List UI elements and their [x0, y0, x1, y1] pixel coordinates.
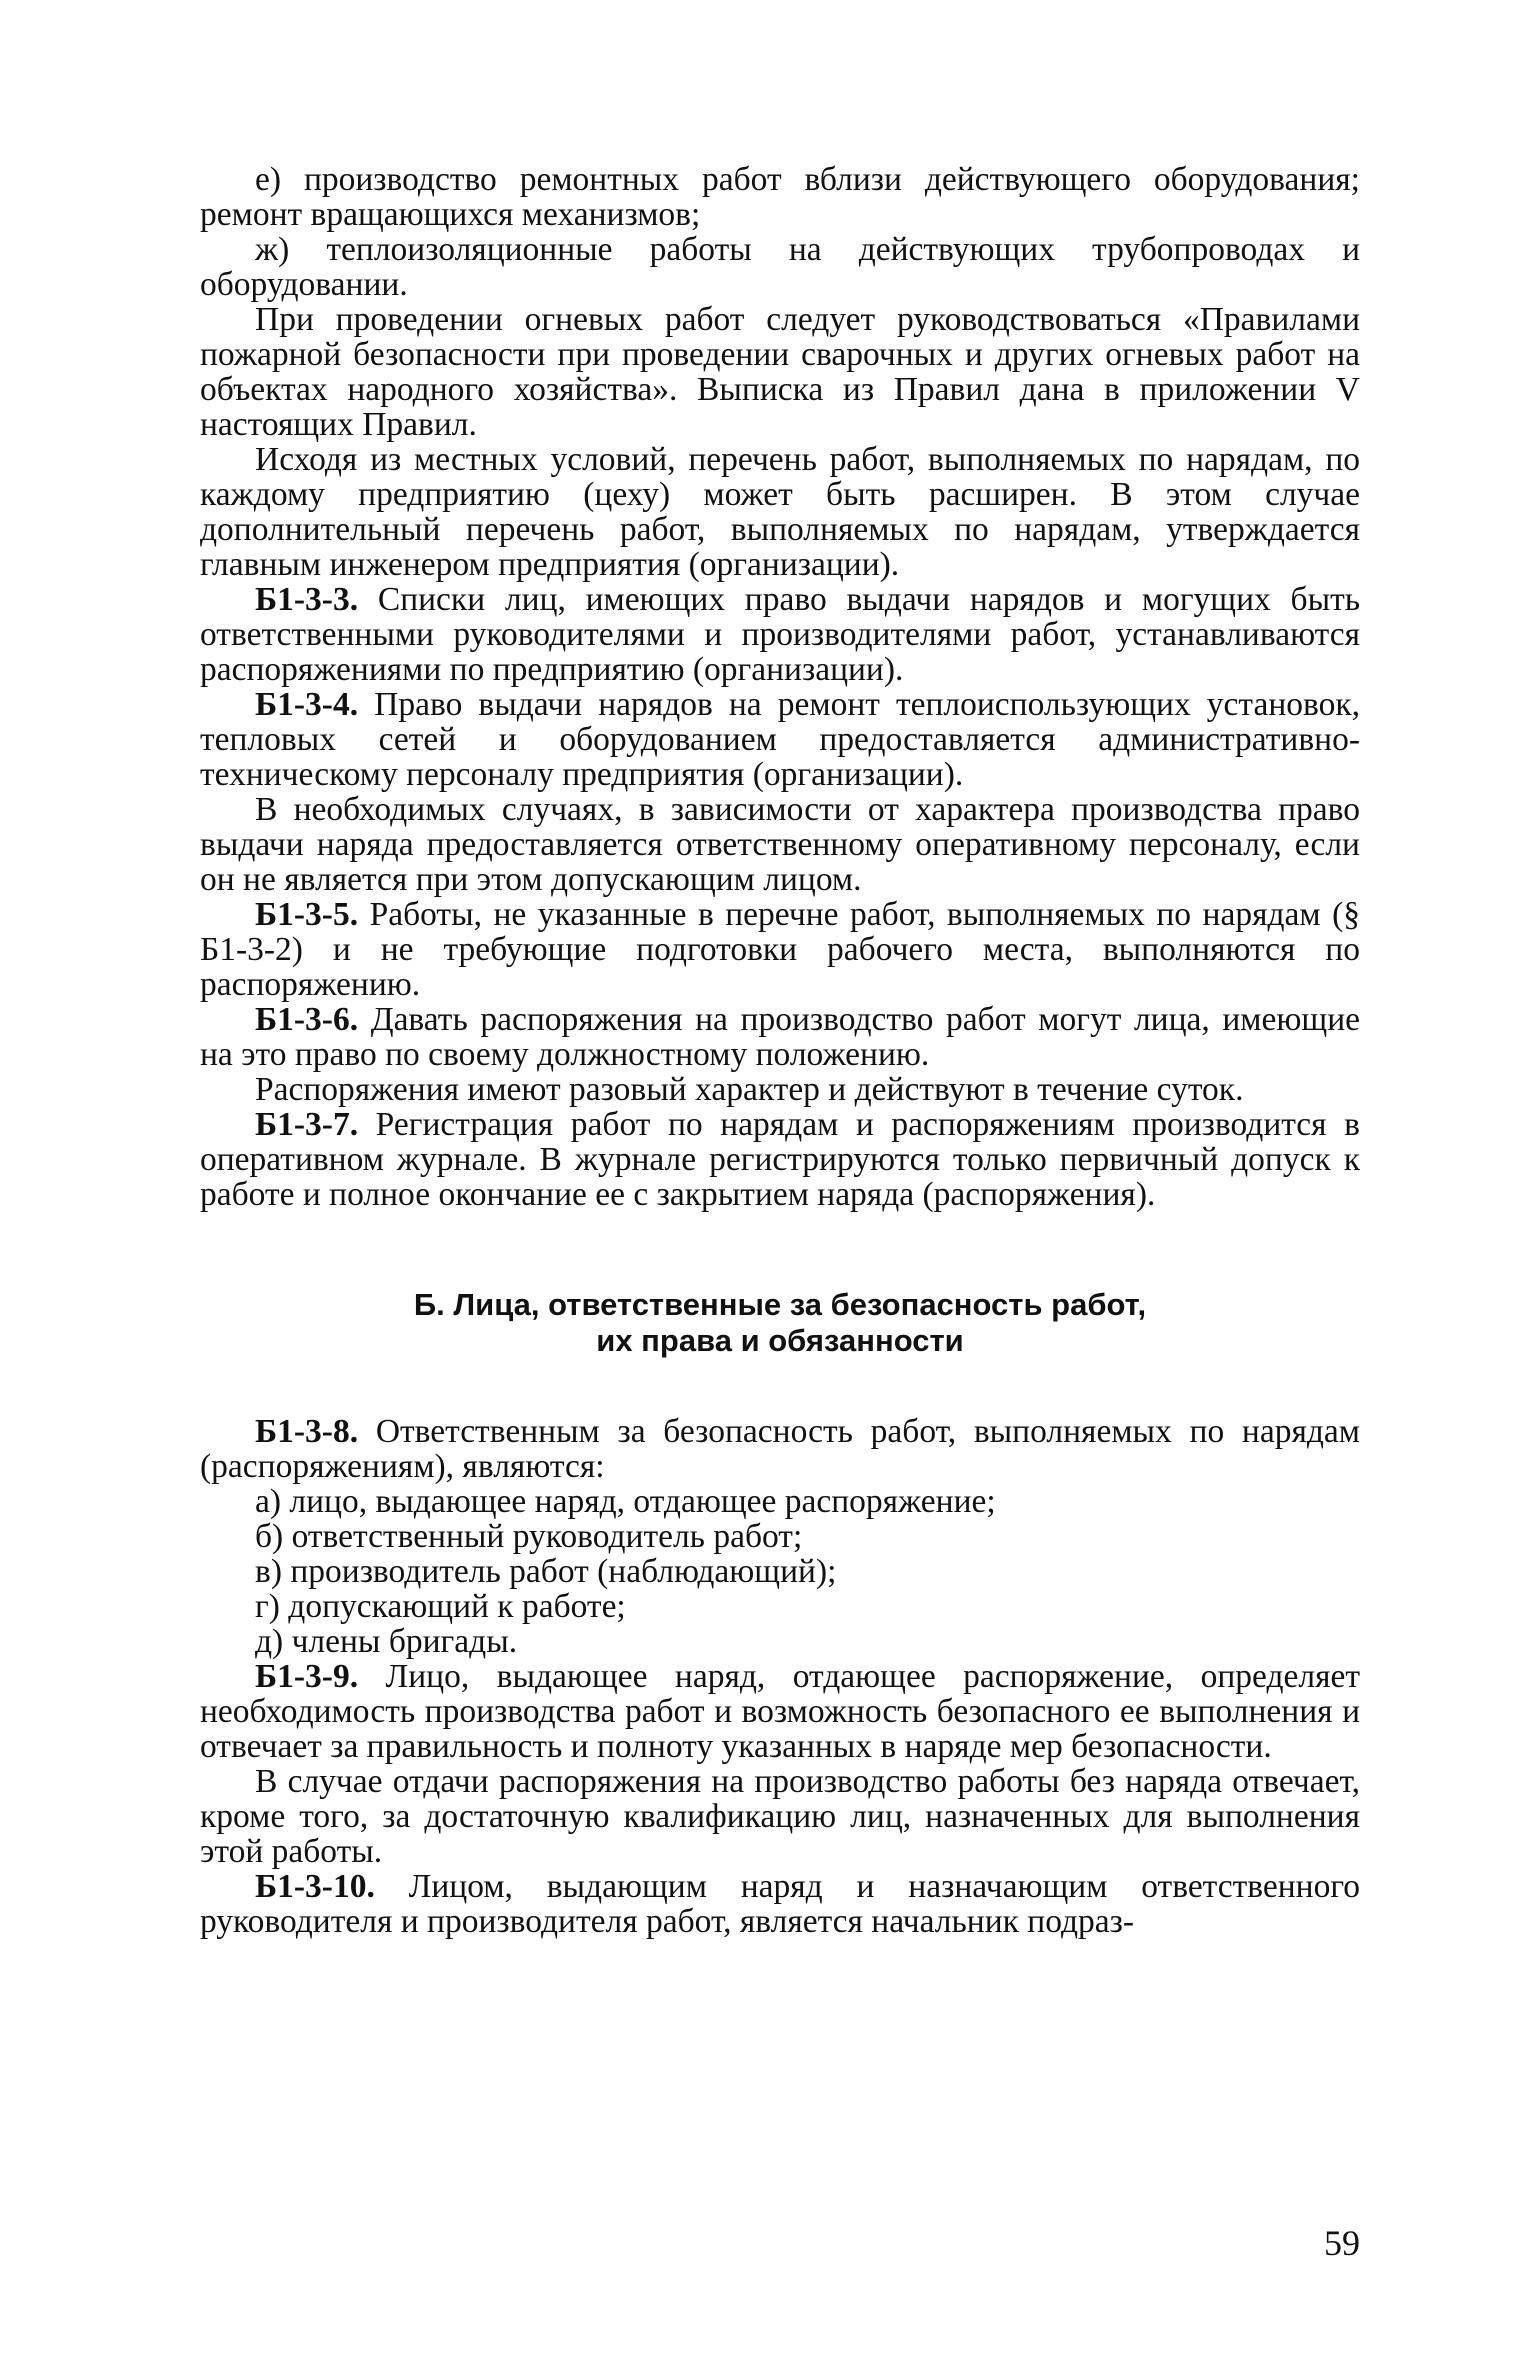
paragraph-text: Ответственным за безопасность работ, выполняемых по нарядам (распоряжениям), являются: — [200, 1413, 1360, 1485]
clause-number: Б1-3-5. — [255, 896, 359, 933]
clause-number: Б1-3-10. — [255, 1868, 375, 1905]
page-number: 59 — [1324, 2223, 1360, 2263]
paragraph-item-v — [200, 1554, 1360, 1589]
paragraph-b1-3-6 — [200, 1002, 1360, 1072]
paragraph-item-e — [200, 162, 1360, 232]
paragraph-item-g — [200, 1589, 1360, 1624]
clause-number: Б1-3-9. — [255, 1658, 359, 1695]
paragraph-text: Регистрация работ по нарядам и распоряжениям производится в оперативном журнале. В журнале регистрируются только первичный допуск к работе и полное окончание ее с закрытием наряда (распоряжения). — [200, 1106, 1360, 1213]
section-heading — [200, 1287, 1360, 1359]
clause-number: Б1-3-7. — [255, 1106, 359, 1143]
clause-number: Б1-3-6. — [255, 1001, 359, 1038]
paragraph-b1-3-5 — [200, 897, 1360, 1002]
clause-number: Б1-3-4. — [255, 686, 359, 723]
paragraph-text: Лицо, выдающее наряд, отдающее распоряжение, определяет необходимость производства работ и возможность безопасного ее выполнения и отвечает за правильность и полноту указанных в наряде мер безопасности. — [200, 1658, 1360, 1765]
paragraph-orders-one-time — [200, 1072, 1360, 1107]
paragraph-local-conditions — [200, 442, 1360, 582]
clause-number: Б1-3-3. — [255, 581, 359, 618]
text-block — [200, 162, 1360, 1939]
paragraph-text: б) ответственный руководитель работ; — [255, 1518, 803, 1555]
paragraph-text: В необходимых случаях, в зависимости от характера производства право выдачи наряда предоставляется ответственному оперативному персоналу, если он не является при этом допускающим лицом. — [200, 791, 1360, 898]
paragraph-fire-works — [200, 302, 1360, 442]
paragraph-text: в) производитель работ (наблюдающий); — [255, 1553, 837, 1590]
paragraph-text: В случае отдачи распоряжения на производство работы без наряда отвечает, кроме того, за достаточную квалификацию лиц, назначенных для выполнения этой работы. — [200, 1763, 1360, 1870]
section-heading-line-2: их права и обязанности — [596, 1323, 964, 1358]
paragraph-text: Распоряжения имеют разовый характер и действуют в течение суток. — [255, 1071, 1244, 1108]
paragraph-text: При проведении огневых работ следует руководствоваться «Правилами пожарной безопасности при проведении сварочных и других огневых работ на объектах народного хозяйства». Выписка из Правил дана в приложении V настоящих Правил. — [200, 301, 1360, 443]
top-section — [200, 162, 1360, 1212]
paragraph-text: а) лицо, выдающее наряд, отдающее распоряжение; — [255, 1483, 996, 1520]
paragraph-b1-3-7 — [200, 1107, 1360, 1212]
paragraph-text: Исходя из местных условий, перечень работ, выполняемых по нарядам, по каждому предприятию (цеху) может быть расширен. В этом случае дополнительный перечень работ, выполняемых по нарядам, утверждается главным инженером предприятия (организации). — [200, 441, 1360, 583]
paragraph-item-zh — [200, 232, 1360, 302]
paragraph-text: Давать распоряжения на производство работ могут лица, имеющие на это право по своему должностному положению. — [200, 1001, 1360, 1073]
paragraph-item-a — [200, 1484, 1360, 1519]
paragraph-order-without-permit — [200, 1764, 1360, 1869]
paragraph-b1-3-3 — [200, 582, 1360, 687]
paragraph-item-b — [200, 1519, 1360, 1554]
paragraph-b1-3-8 — [200, 1414, 1360, 1484]
paragraph-necessary-cases — [200, 792, 1360, 897]
clause-number: Б1-3-8. — [255, 1413, 359, 1450]
paragraph-text: ж) теплоизоляционные работы на действующих трубопроводах и оборудовании. — [200, 231, 1360, 303]
paragraph-b1-3-10 — [200, 1869, 1360, 1939]
paragraph-text: е) производство ремонтных работ вблизи действующего оборудования; ремонт вращающихся механизмов; — [200, 161, 1360, 233]
section-heading-line-1: Б. Лица, ответственные за безопасность работ, — [413, 1287, 1147, 1322]
paragraph-text: г) допускающий к работе; — [255, 1588, 626, 1625]
paragraph-b1-3-4 — [200, 687, 1360, 792]
paragraph-text: д) члены бригады. — [255, 1623, 518, 1660]
bottom-section — [200, 1414, 1360, 1939]
paragraph-b1-3-9 — [200, 1659, 1360, 1764]
paragraph-text: Работы, не указанные в перечне работ, выполняемых по нарядам (§ Б1-3-2) и не требующие подготовки рабочего места, выполняются по распоряжению. — [200, 896, 1360, 1003]
paragraph-text: Лицом, выдающим наряд и назначающим ответственного руководителя и производителя работ, является начальник подраз- — [200, 1868, 1360, 1940]
paragraph-text: Право выдачи нарядов на ремонт теплоиспользующих установок, тепловых сетей и оборудованием предоставляется административно-техническому персоналу предприятия (организации). — [200, 686, 1360, 793]
paragraph-text: Списки лиц, имеющих право выдачи нарядов и могущих быть ответственными руководителями и производителями работ, устанавливаются распоряжениями по предприятию (организации). — [200, 581, 1360, 688]
paragraph-item-d — [200, 1624, 1360, 1659]
